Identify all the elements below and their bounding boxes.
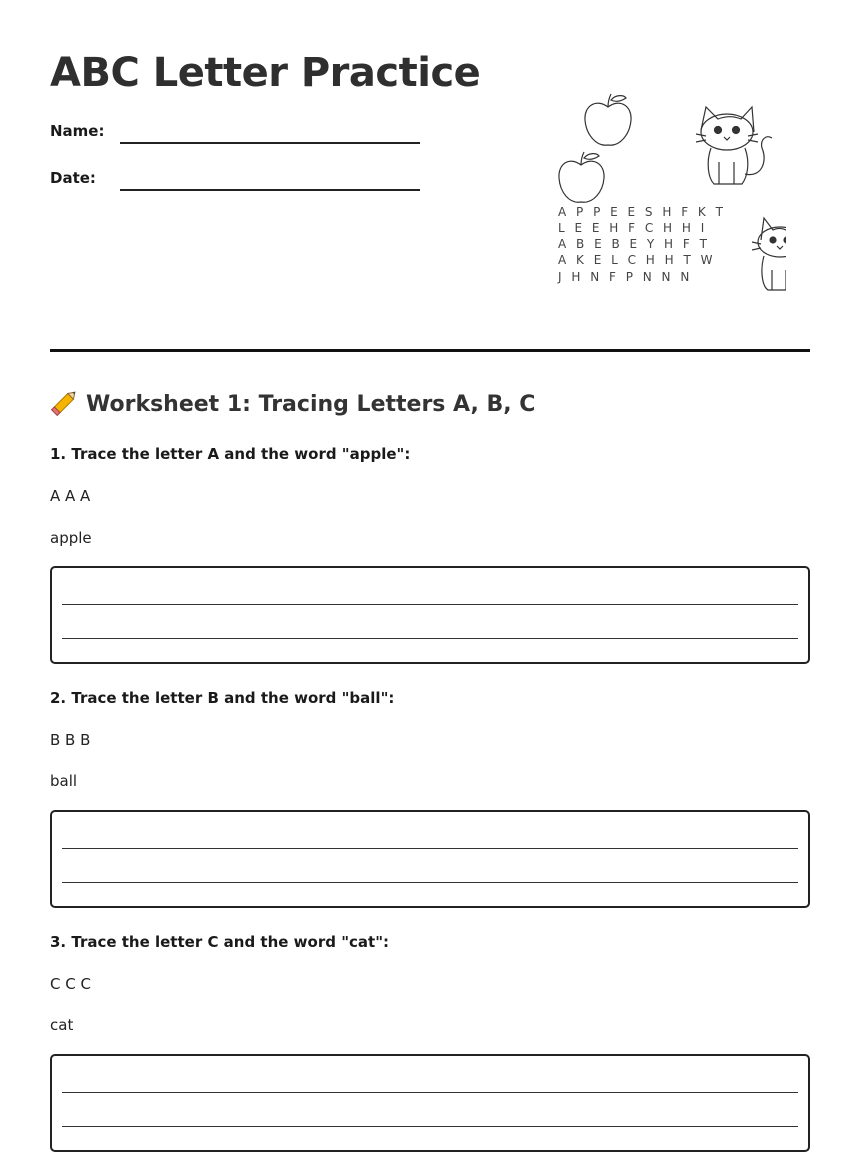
grid-row: L E E H F C H H I [558, 221, 708, 235]
header-illustration [556, 90, 786, 295]
date-field[interactable] [50, 169, 420, 193]
question-1-prompt: 1. Trace the letter A and the word "apple": [50, 445, 411, 463]
date-label: Date: [50, 169, 96, 187]
worksheet-heading [50, 388, 535, 417]
apple-icon [585, 94, 631, 145]
cat-icon [696, 107, 772, 184]
question-2-word: ball [50, 772, 78, 790]
question-3-trace-box[interactable] [50, 1054, 810, 1152]
trace-line[interactable] [62, 604, 798, 605]
question-3-word: cat [50, 1016, 74, 1034]
name-field[interactable] [50, 122, 420, 146]
worksheet-heading-text: Worksheet 1: Tracing Letters A, B, C [86, 392, 536, 417]
word-search-grid [557, 205, 726, 284]
date-write-line[interactable] [120, 189, 420, 191]
question-3-prompt: 3. Trace the letter C and the word "cat": [50, 933, 390, 951]
header-divider [50, 349, 810, 352]
question-3-letters: C C C [50, 975, 91, 993]
question-2-trace-box[interactable] [50, 810, 810, 908]
pencil-icon [50, 388, 80, 416]
trace-line[interactable] [62, 848, 798, 849]
trace-line[interactable] [62, 638, 798, 639]
grid-row: J H N F P N N N [558, 270, 693, 284]
question-1-letters: A A A [50, 487, 91, 505]
name-label: Name: [50, 122, 105, 140]
question-2-letters: B B B [50, 731, 91, 749]
name-write-line[interactable] [120, 142, 420, 144]
question-2-prompt: 2. Trace the letter B and the word "ball": [50, 689, 395, 707]
trace-line[interactable] [62, 882, 798, 883]
grid-row: A K E L C H H T W [558, 253, 716, 267]
grid-row: A B E B E Y H F T [558, 237, 710, 251]
trace-line[interactable] [62, 1126, 798, 1127]
page-title: ABC Letter Practice [50, 50, 481, 96]
question-1-word: apple [50, 529, 92, 547]
grid-row: A P P E E S H F K T [558, 205, 726, 219]
cat-icon [752, 218, 786, 290]
trace-line[interactable] [62, 1092, 798, 1093]
question-1-trace-box[interactable] [50, 566, 810, 664]
apple-icon [559, 152, 604, 202]
